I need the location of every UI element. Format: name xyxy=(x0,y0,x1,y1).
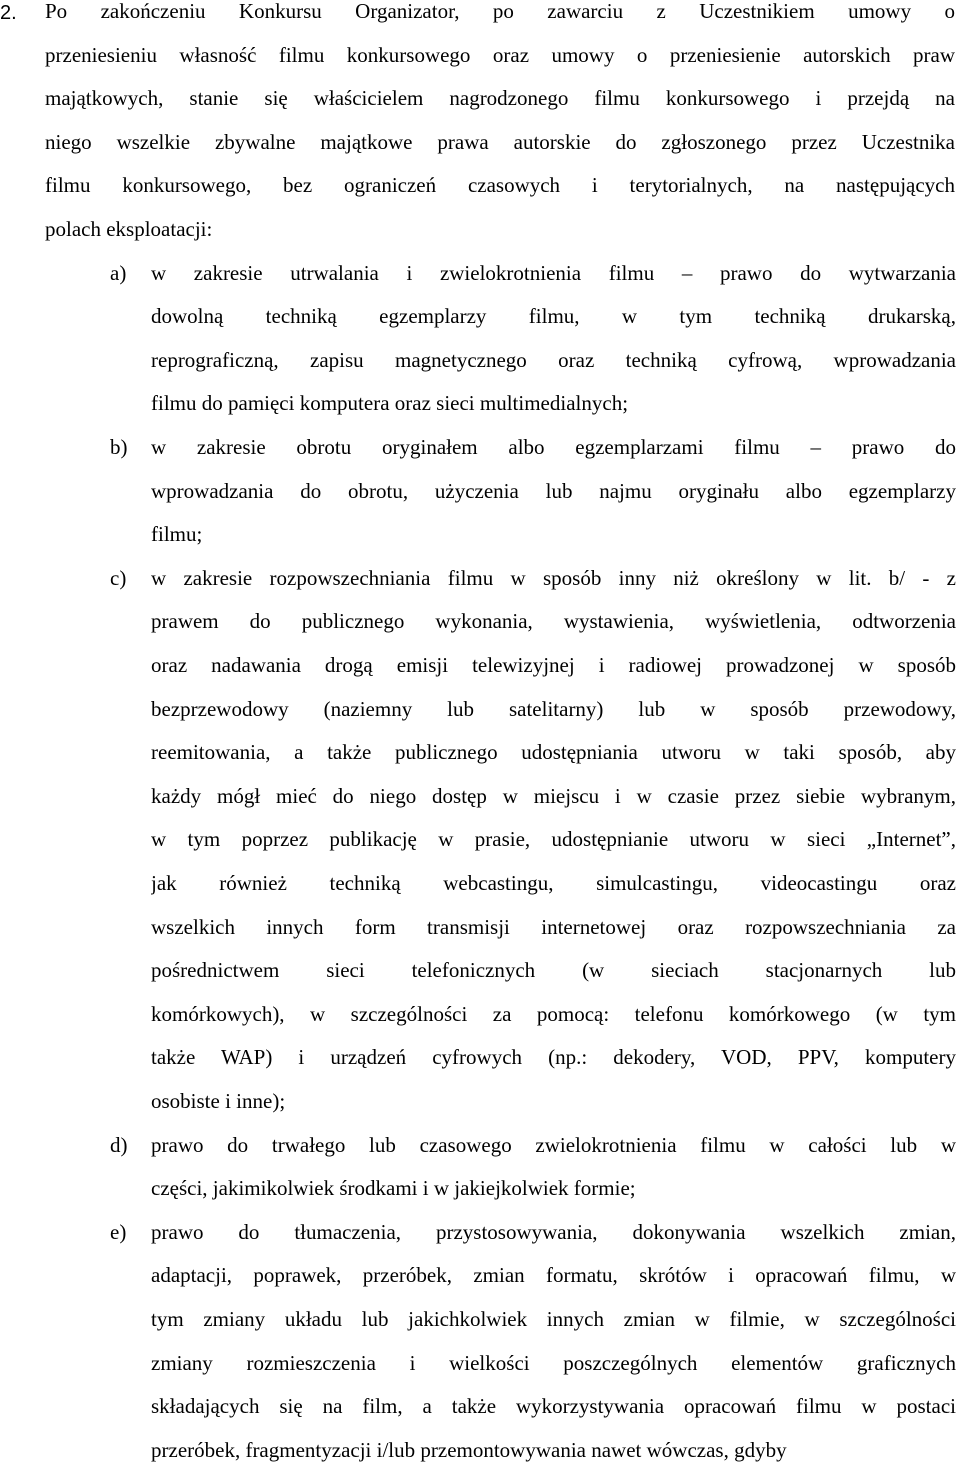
list-item-line: zmiany rozmieszczenia i wielkości poszczególnych elementów graficznych xyxy=(151,1350,956,1375)
list-item-line: pośrednictwem sieci telefonicznych (w sieciach stacjonarnych lub xyxy=(151,958,956,983)
list-item-line: każdy mógł mieć do niego dostęp w miejscu i w czasie przez siebie wybranym, xyxy=(151,783,956,808)
list-item-line: tym zmiany układu lub jakichkolwiek innych zmian w filmie, w szczególności xyxy=(151,1306,956,1331)
list-item-line: prawo do tłumaczenia, przystosowywania, dokonywania wszelkich zmian, xyxy=(151,1219,956,1244)
list-item-line: prawem do publicznego wykonania, wystawienia, wyświetlenia, odtworzenia xyxy=(151,609,956,634)
list-item-line: w zakresie utrwalania i zwielokrotnienia filmu – prawo do wytwarzania xyxy=(151,260,956,285)
list-item-line: w tym poprzez publikację w prasie, udostępnianie utworu w sieci „Internet”, xyxy=(151,827,956,852)
list-item-line: dowolną techniką egzemplarzy filmu, w tym techniką drukarską, xyxy=(151,304,956,329)
list-item-line: reemitowania, a także publicznego udostępniania utworu w taki sposób, aby xyxy=(151,740,956,765)
list-item xyxy=(151,1124,956,1211)
list-item-line: osobiste i inne); xyxy=(151,1088,286,1113)
list-item-line: filmu do pamięci komputera oraz sieci multimedialnych; xyxy=(151,391,629,416)
paragraph-line: majątkowych, stanie się właścicielem nagrodzonego filmu konkursowego i przejdą na xyxy=(45,86,955,111)
list-item-line: w zakresie rozpowszechniania filmu w sposób inny niż określony w lit. b/ - z xyxy=(151,565,956,590)
list-item-marker: d) xyxy=(110,1132,128,1157)
list-item-line: wprowadzania do obrotu, użyczenia lub najmu oryginału albo egzemplarzy xyxy=(151,478,956,503)
list-item-line: części, jakimikolwiek środkami i w jakiejkolwiek formie; xyxy=(151,1176,636,1201)
list-item-line: jak również techniką webcastingu, simulcastingu, videocastingu oraz xyxy=(151,870,956,895)
list-item-line: w zakresie obrotu oryginałem albo egzemplarzami filmu – prawo do xyxy=(151,435,956,459)
list-item-line: reprograficzną, zapisu magnetycznego oraz techniką cyfrową, wprowadzania xyxy=(151,347,956,372)
list-item-marker: b) xyxy=(110,435,128,459)
list-item-line: także WAP) i urządzeń cyfrowych (np.: dekodery, VOD, PPV, komputery xyxy=(151,1045,956,1070)
list-item-line: adaptacji, poprawek, przeróbek, zmian formatu, skrótów i opracowań filmu, w xyxy=(151,1263,956,1288)
paragraph-text xyxy=(45,0,955,252)
list-item-line: bezprzewodowy (naziemny lub satelitarny) lub w sposób przewodowy, xyxy=(151,696,956,721)
list-item-line: komórkowych), w szczególności za pomocą: telefonu komórkowego (w tym xyxy=(151,1001,956,1026)
paragraph-number: 2. xyxy=(0,2,17,24)
list-item xyxy=(151,557,956,1124)
list-item-marker: e) xyxy=(110,1219,127,1244)
list-item-line: filmu; xyxy=(151,522,203,547)
list-item-line: składających się na film, a także wykorzystywania opracowań filmu w postaci xyxy=(151,1394,956,1419)
list-item-line: wszelkich innych form transmisji internetowej oraz rozpowszechniania za xyxy=(151,914,956,939)
paragraph-line: niego wszelkie zbywalne majątkowe prawa autorskie do zgłoszonego przez Uczestnika xyxy=(45,129,955,154)
paragraph-line: filmu konkursowego, bez ograniczeń czasowych i terytorialnych, na następujących xyxy=(45,173,955,198)
list-item xyxy=(151,1211,956,1472)
list-item xyxy=(151,426,956,557)
list-item-line: oraz nadawania drogą emisji telewizyjnej i radiowej prowadzonej w sposób xyxy=(151,652,956,677)
paragraph-line: przeniesieniu własność filmu konkursowego oraz umowy o przeniesienie autorskich praw xyxy=(45,42,955,67)
list-item-line: prawo do trwałego lub czasowego zwielokrotnienia filmu w całości lub w xyxy=(151,1132,956,1157)
list-item-marker: a) xyxy=(110,260,127,285)
list-item xyxy=(151,252,956,426)
list-item-marker: c) xyxy=(110,565,127,590)
paragraph-line: polach eksploatacji: xyxy=(45,216,213,241)
list-item-line: przeróbek, fragmentyzacji i/lub przemontowywania nawet wówczas, gdyby xyxy=(151,1437,787,1462)
paragraph-line: Po zakończeniu Konkursu Organizator, po zawarciu z Uczestnikiem umowy o xyxy=(45,0,955,23)
